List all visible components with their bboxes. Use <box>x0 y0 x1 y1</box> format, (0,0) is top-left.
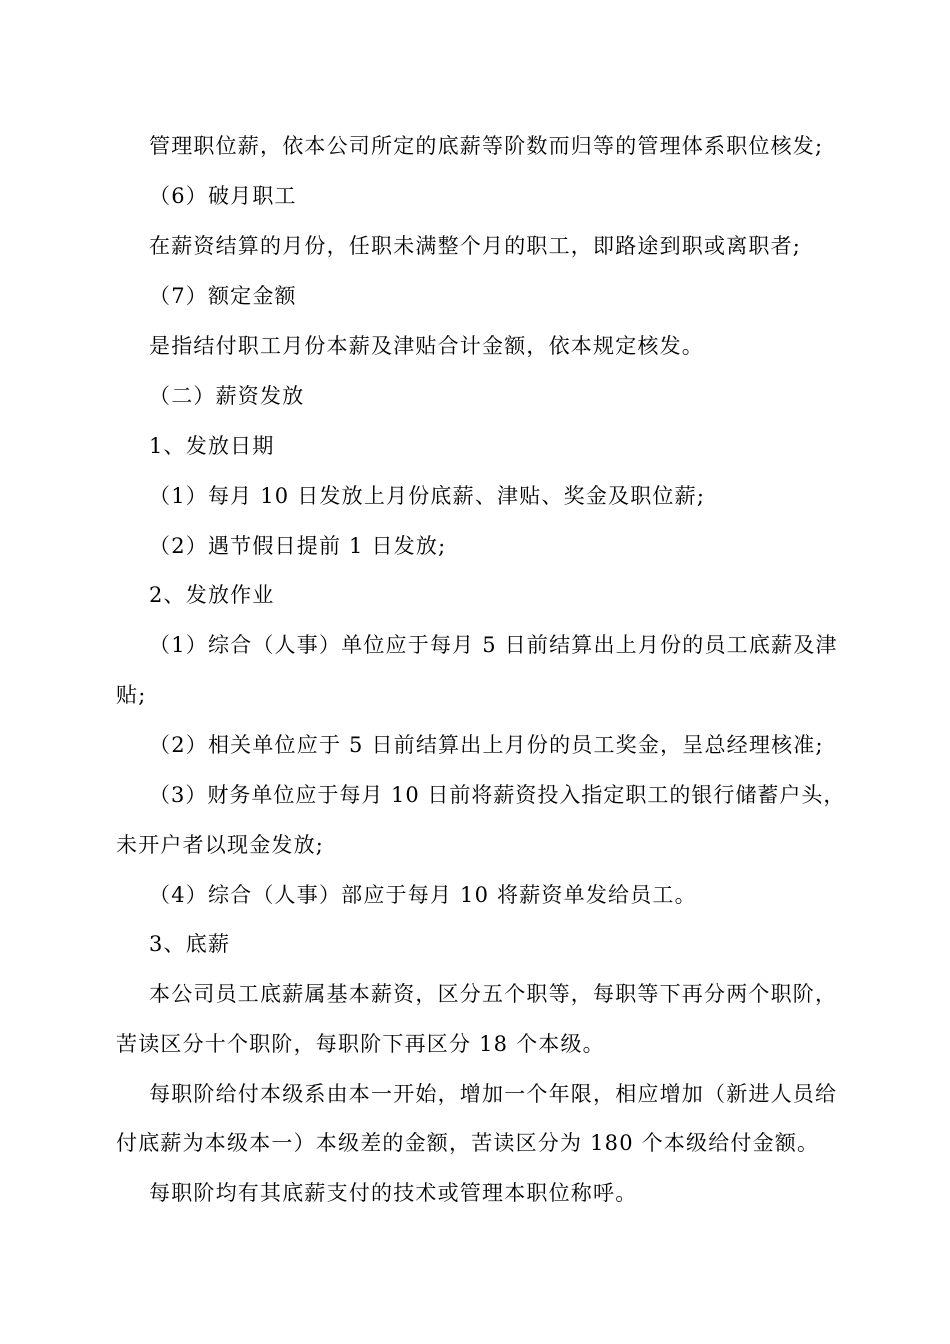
paragraph-continuation: 付底薪为本级本一）本级差的金额，苦读区分为 180 个本级给付金额。 <box>116 1131 820 1155</box>
list-item-continuation: 贴; <box>116 683 147 707</box>
list-item: （1）每月 10 日发放上月份底薪、津贴、奖金及职位薪; <box>149 484 706 508</box>
section-heading: （二）薪资发放 <box>149 384 305 408</box>
item-heading: （6）破月职工 <box>149 184 297 208</box>
paragraph-line: 每职阶给付本级系由本一开始，增加一个年限，相应增加（新进人员给 <box>149 1082 838 1106</box>
paragraph-continuation: 苦读区分十个职阶，每职阶下再区分 18 个本级。 <box>116 1032 605 1056</box>
paragraph-line: 每职阶均有其底薪支付的技术或管理本职位称呼。 <box>149 1181 638 1205</box>
list-item: （2）相关单位应于 5 日前结算出上月份的员工奖金，呈总经理核准; <box>149 733 824 757</box>
list-item: （1）综合（人事）单位应于每月 5 日前结算出上月份的员工底薪及津 <box>149 633 838 657</box>
item-heading: （7）额定金额 <box>149 284 297 308</box>
paragraph-line: 管理职位薪，依本公司所定的底薪等阶数而归等的管理体系职位核发; <box>149 134 824 158</box>
list-item: （2）遇节假日提前 1 日发放; <box>149 534 447 558</box>
subsection-heading: 1、发放日期 <box>149 434 275 458</box>
list-item: （3）财务单位应于每月 10 日前将薪资投入指定职工的银行储蓄户头， <box>149 783 846 807</box>
paragraph-line: 本公司员工底薪属基本薪资，区分五个职等，每职等下再分两个职阶， <box>149 982 838 1006</box>
list-item-continuation: 未开户者以现金发放; <box>116 833 325 857</box>
list-item: （4）综合（人事）部应于每月 10 将薪资单发给员工。 <box>149 883 697 907</box>
paragraph-line: 是指结付职工月份本薪及津贴合计金额，依本规定核发。 <box>149 334 704 358</box>
subsection-heading: 3、底薪 <box>149 932 231 956</box>
paragraph-line: 在薪资结算的月份，任职未满整个月的职工，即路途到职或离职者; <box>149 234 802 258</box>
subsection-heading: 2、发放作业 <box>149 583 275 607</box>
